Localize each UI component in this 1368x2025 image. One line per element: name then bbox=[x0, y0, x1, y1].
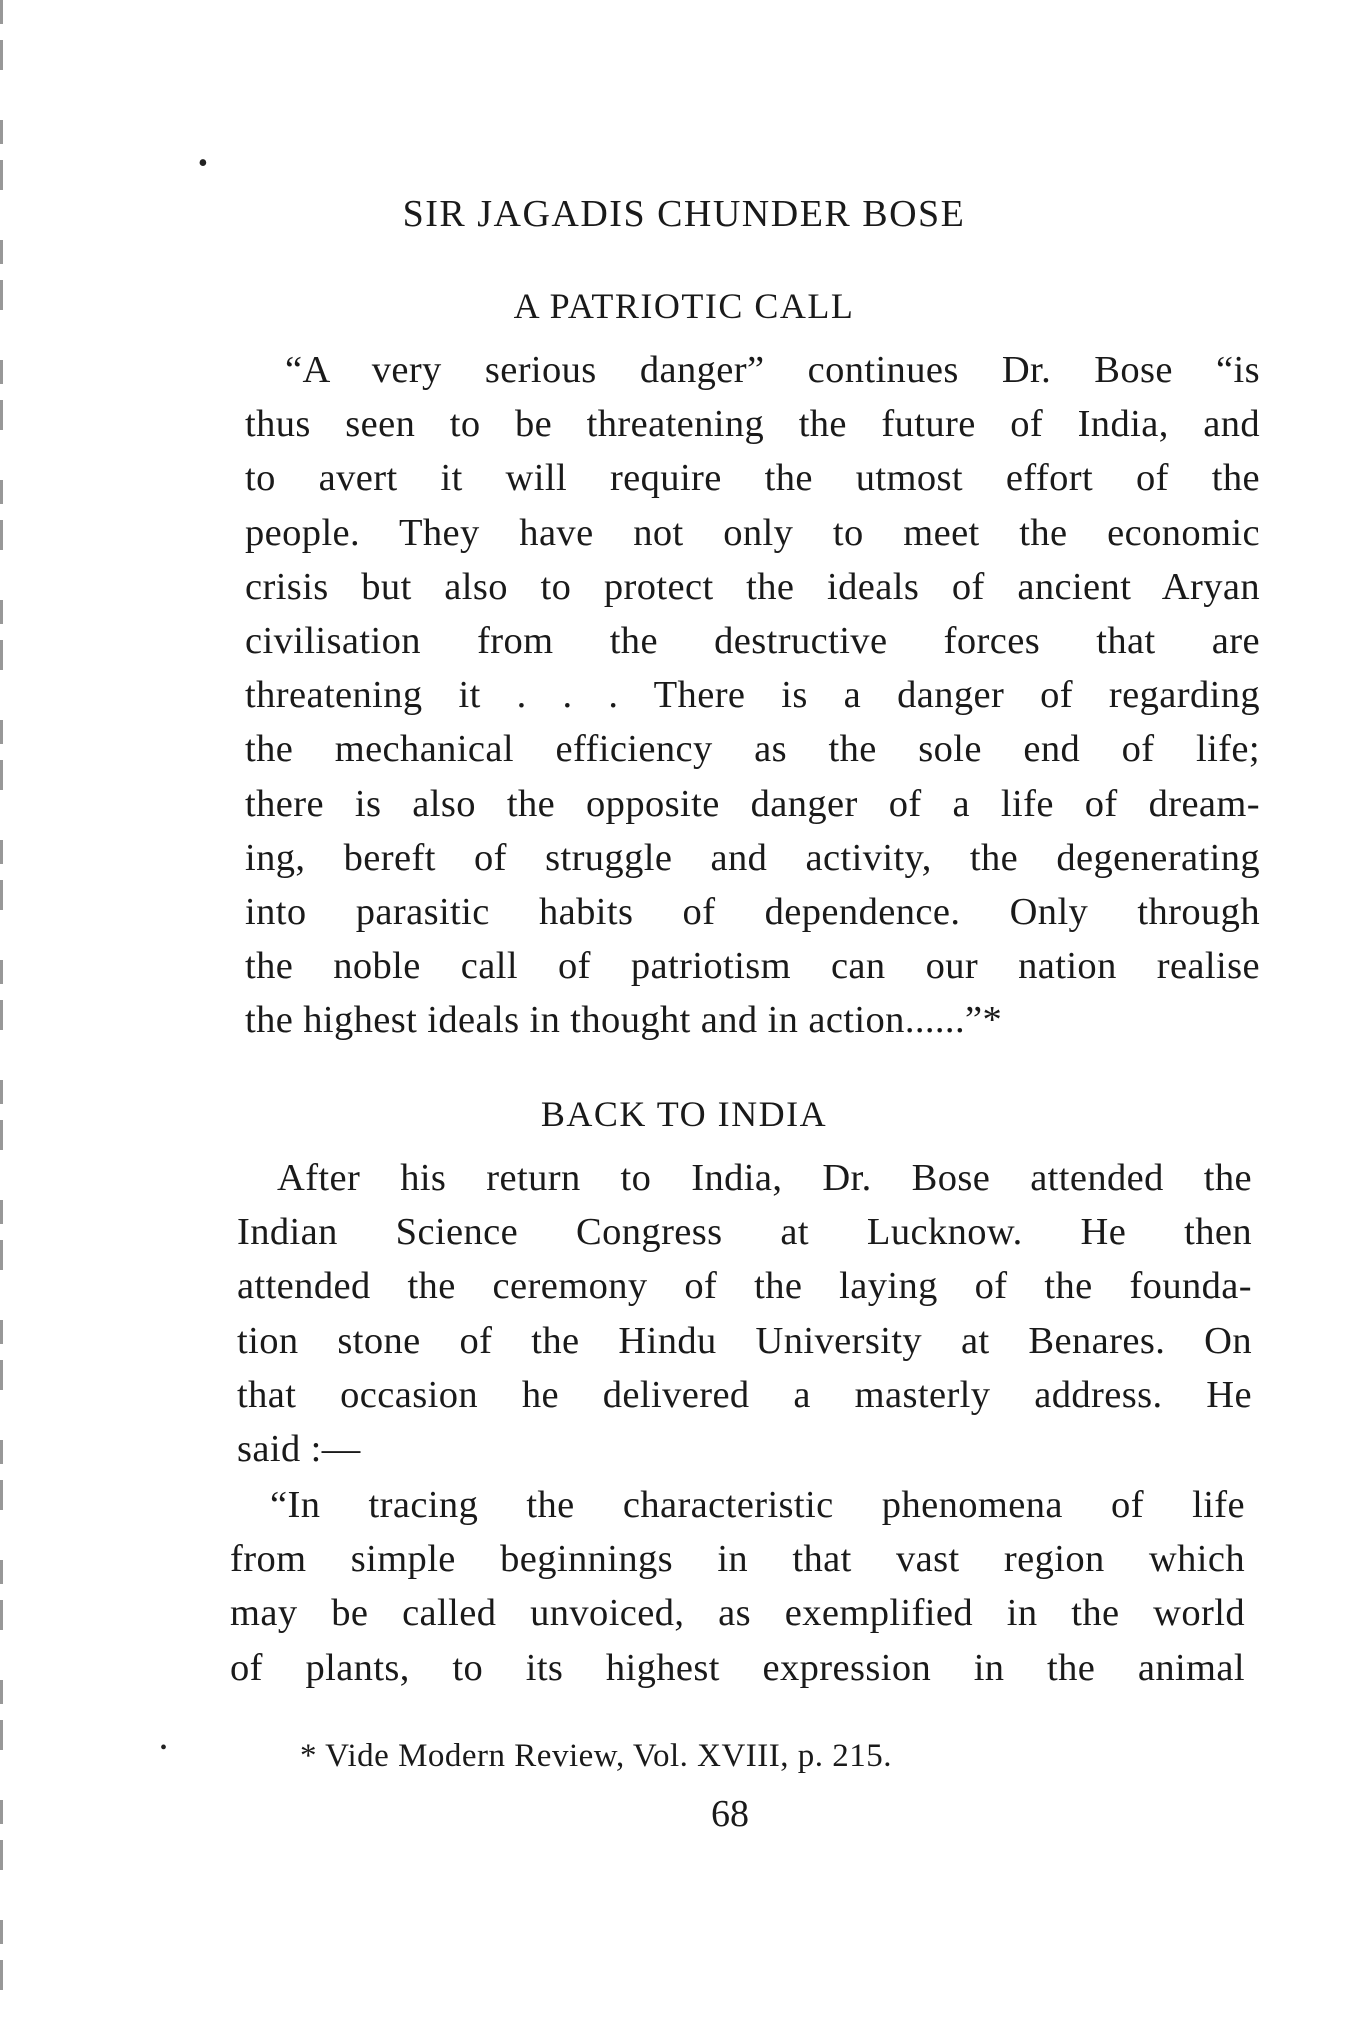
text-line: “A very serious danger” continues Dr. Bose “is bbox=[285, 349, 1260, 391]
text-line: ing, bereft of struggle and activity, the degenerating bbox=[245, 836, 1260, 879]
text-line: threatening it . . . There is a danger of regarding bbox=[245, 674, 1260, 717]
text-line: After his return to India, Dr. Bose attended the bbox=[277, 1157, 1252, 1199]
page-number: 68 bbox=[711, 1793, 749, 1835]
text-line: “In tracing the characteristic phenomena of life bbox=[270, 1484, 1245, 1526]
section-heading-back-to-india: BACK TO INDIA bbox=[540, 1094, 828, 1134]
text-line: the highest ideals in thought and in action......”* bbox=[245, 999, 1003, 1042]
text-line: Indian Science Congress at Lucknow. He then bbox=[237, 1211, 1252, 1254]
paragraph-patriotic-call bbox=[245, 343, 1260, 1048]
running-head: SIR JAGADIS CHUNDER BOSE bbox=[402, 193, 966, 235]
text-line: tion stone of the Hindu University at Benares. On bbox=[237, 1319, 1252, 1362]
text-line: may be called unvoiced, as exemplified in the world bbox=[230, 1592, 1245, 1635]
text-line: of plants, to its highest expression in the animal bbox=[230, 1646, 1245, 1689]
section-heading-patriotic-call: A PATRIOTIC CALL bbox=[513, 286, 855, 326]
text-line: the noble call of patriotism can our nation realise bbox=[245, 945, 1260, 988]
text-line: thus seen to be threatening the future of India, and bbox=[245, 403, 1260, 446]
text-line: the mechanical efficiency as the sole end of life; bbox=[245, 728, 1260, 771]
text-line: that occasion he delivered a masterly address. He bbox=[237, 1373, 1252, 1416]
footnote: * Vide Modern Review, Vol. XVIII, p. 215. bbox=[300, 1738, 892, 1774]
print-speck: • bbox=[160, 1737, 168, 1759]
text-line: civilisation from the destructive forces that are bbox=[245, 620, 1260, 663]
text-line: to avert it will require the utmost effort of the bbox=[245, 457, 1260, 500]
text-line: crisis but also to protect the ideals of ancient Aryan bbox=[245, 565, 1260, 608]
paragraph-back-to-india bbox=[237, 1151, 1252, 1476]
paragraph-quote bbox=[230, 1478, 1245, 1695]
text-line: there is also the opposite danger of a life of dream- bbox=[245, 782, 1260, 825]
text-line: people. They have not only to meet the economic bbox=[245, 511, 1260, 554]
text-line: attended the ceremony of the laying of the founda- bbox=[237, 1265, 1252, 1308]
text-line: from simple beginnings in that vast region which bbox=[230, 1538, 1245, 1581]
print-speck: • bbox=[198, 148, 208, 179]
text-line: into parasitic habits of dependence. Only through bbox=[245, 891, 1260, 934]
text-line: said :— bbox=[237, 1428, 361, 1471]
